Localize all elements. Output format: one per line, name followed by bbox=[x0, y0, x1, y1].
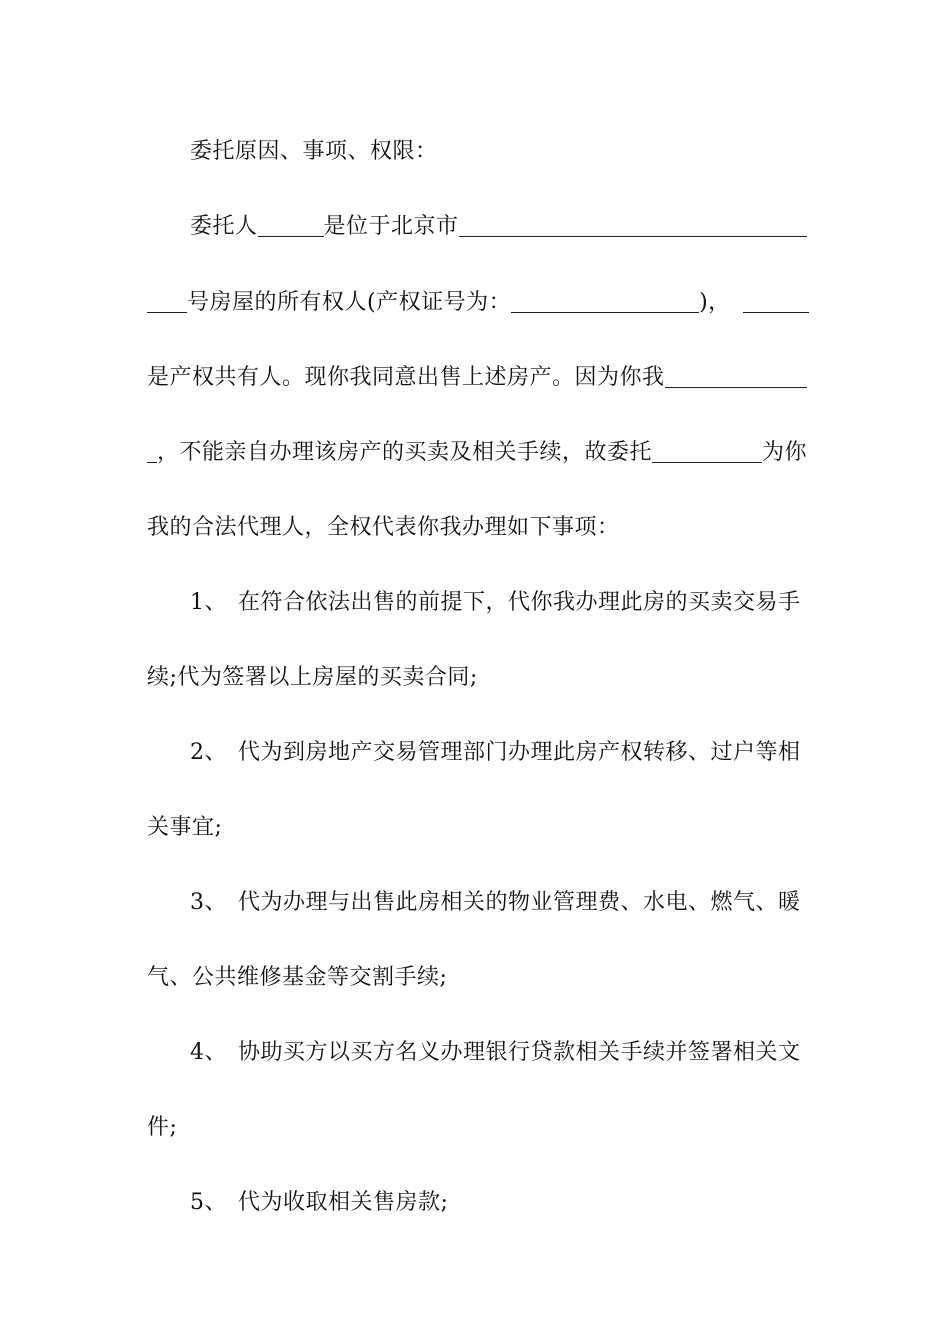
list-item-continuation bbox=[147, 662, 807, 694]
item-text: 在符合依法出售的前提下，代你我办理此房的买卖交易手 bbox=[238, 590, 801, 615]
paragraph-line bbox=[190, 211, 850, 243]
item-number: 3、 bbox=[190, 890, 227, 915]
text-segment: 我的合法代理人，全权代表你我办理如下事项： bbox=[147, 515, 620, 540]
item-text: 关事宜; bbox=[147, 815, 223, 840]
list-item-continuation bbox=[147, 812, 807, 844]
list-item-continuation bbox=[147, 962, 807, 994]
item-text: 代为收取相关售房款; bbox=[238, 1190, 449, 1215]
item-text: 续;代为签署以上房屋的买卖合同; bbox=[147, 665, 478, 690]
fill-blank-reason bbox=[665, 363, 807, 388]
fill-blank-agent bbox=[652, 438, 762, 463]
item-text: 件; bbox=[147, 1115, 178, 1140]
text-segment: ，不能亲自办理该房产的买卖及相关手续，故委托 bbox=[157, 440, 653, 465]
fill-blank-address bbox=[459, 212, 807, 237]
text-segment: )， bbox=[699, 290, 731, 315]
text-segment: 是位于北京市 bbox=[323, 214, 459, 239]
list-item bbox=[190, 587, 850, 619]
paragraph-line bbox=[147, 287, 807, 319]
item-number: 4、 bbox=[190, 1040, 227, 1065]
paragraph-line bbox=[147, 437, 807, 469]
heading-text: 委托原因、事项、权限： bbox=[190, 139, 438, 164]
fill-blank-house-number bbox=[147, 288, 187, 313]
list-item bbox=[190, 737, 850, 769]
list-item bbox=[190, 1037, 850, 1069]
item-number: 2、 bbox=[190, 740, 227, 765]
text-segment: 委托人 bbox=[190, 214, 258, 239]
list-item bbox=[190, 887, 850, 919]
item-number: 1、 bbox=[190, 590, 227, 615]
fill-blank-reason-cont bbox=[147, 438, 157, 463]
item-text: 协助买方以买方名义办理银行贷款相关手续并签署相关文 bbox=[238, 1040, 801, 1065]
fill-blank-principal bbox=[258, 212, 324, 237]
text-segment: 号房屋的所有权人(产权证号为： bbox=[187, 290, 512, 315]
fill-blank-certificate-number bbox=[511, 288, 699, 313]
list-item-continuation bbox=[147, 1112, 807, 1144]
item-number: 5、 bbox=[190, 1190, 227, 1215]
fill-blank-co-owner bbox=[743, 288, 809, 313]
list-item bbox=[190, 1187, 850, 1219]
item-text: 代为到房地产交易管理部门办理此房产权转移、过户等相 bbox=[238, 740, 801, 765]
paragraph-line bbox=[147, 512, 807, 544]
item-text: 气、公共维修基金等交割手续; bbox=[147, 965, 448, 990]
paragraph-line bbox=[147, 362, 807, 394]
text-segment: 是产权共有人。现你我同意出售上述房产。因为你我 bbox=[147, 365, 665, 390]
text-segment: 为你 bbox=[762, 440, 808, 465]
item-text: 代为办理与出售此房相关的物业管理费、水电、燃气、暖 bbox=[238, 890, 801, 915]
section-heading bbox=[190, 136, 850, 168]
